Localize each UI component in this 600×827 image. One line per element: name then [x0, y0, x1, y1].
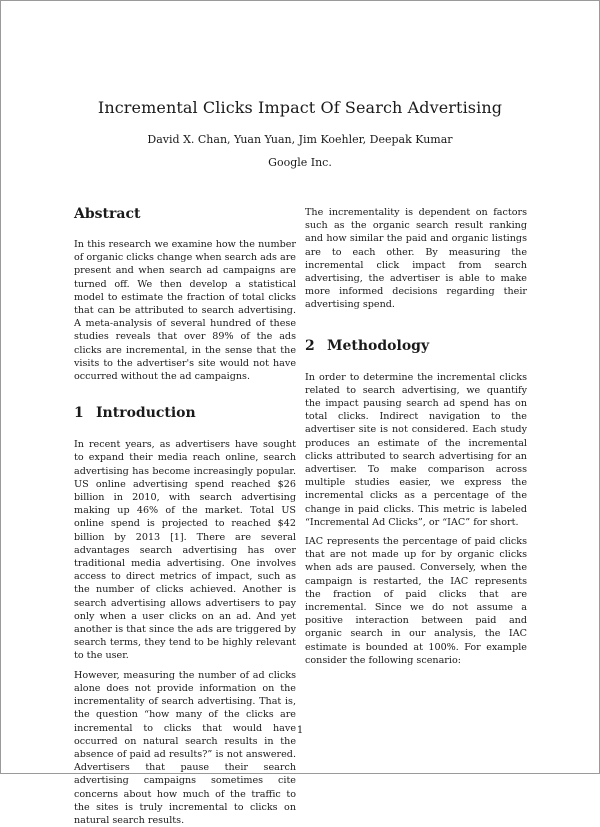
section-title: Introduction [96, 405, 196, 422]
intro-paragraph: The incrementality is dependent on factors such as the organic search result ranking and how similar the paid and organic listings are to each other. By measuring the incremental click impact from search advertising, the advertiser is able to make more informed decisions regarding their advertising spend. [305, 207, 527, 311]
methodology-section [305, 338, 527, 667]
methodology-heading [305, 338, 527, 354]
intro-paragraph: However, measuring the number of ad clicks alone does not provide information on the incrementality of search advertising. That is, the question “how many of the clicks are incremental to clicks that would have occurred on natural search results in the absence of paid ad results?” is not answered. Advertisers that pause their search advertising campaigns sometimes cite concerns about how much of the traffic to the sites is truly incremental to clicks on natural search results. [74, 669, 296, 826]
abstract-text: In this research we examine how the number of organic clicks change when search ads are present and when search ad campaigns are turned off. We then develop a statistical model to estimate the fraction of total clicks that can be attributed to search advertising. A meta-analysis of several hundred of these studies reveals that over 89% of the ads clicks are incremental, in the sense that the visits to the advertiser's site would not have occurred without the ad campaigns. [74, 239, 296, 383]
introduction-section [74, 405, 296, 827]
abstract-section [74, 206, 296, 383]
page-number: 1 [296, 725, 304, 736]
intro-paragraph: In recent years, as advertisers have sought to expand their media reach online, search advertising has become increasingly popular. US online advertising spend reached $26 billion in 2010, with search advertising making up 46% of the market. Total US online spend is projected to reached $42 billion by 2013 [1]. There are several advantages search advertising has over traditional media advertising. One involves access to direct metrics of impact, such as the number of clicks achieved. Another is search advertising allows advertisers to pay only when a user clicks on an ad. And yet another is that since the ads are triggered by search terms, they tend to be highly relevant to the user. [74, 439, 296, 662]
right-column [305, 206, 527, 673]
section-number: 1 [74, 405, 84, 422]
paper-title: Incremental Clicks Impact Of Search Advertising [97, 98, 503, 117]
methodology-paragraph: In order to determine the incremental clicks related to search advertising, we quantify the impact pausing search ad spend has on total clicks. Indirect navigation to the advertiser site is not considered. Each study produces an estimate of the incremental clicks attributed to search advertising for an advertiser. To make comparison across multiple studies easier, we express the incremental clicks as a percentage of the change in paid clicks. This metric is labeled “Incremental Ad Clicks”, or “IAC” for short. [305, 371, 527, 528]
methodology-paragraph: IAC represents the percentage of paid clicks that are not made up for by organic clicks when ads are paused. Conversely, when the campaign is restarted, the IAC represents the fraction of paid clicks that are incremental. Since we do not assume a positive interaction between paid and organic search in our analysis, the IAC estimate is bounded at 100%. For example consider the following scenario: [305, 536, 527, 666]
introduction-heading [74, 405, 296, 421]
section-number: 2 [305, 337, 315, 354]
abstract-heading: Abstract [74, 206, 141, 222]
section-title: Methodology [327, 337, 430, 354]
paper-authors: David X. Chan, Yuan Yuan, Jim Koehler, Deepak Kumar [147, 133, 453, 146]
paper-affiliation: Google Inc. [268, 156, 332, 169]
